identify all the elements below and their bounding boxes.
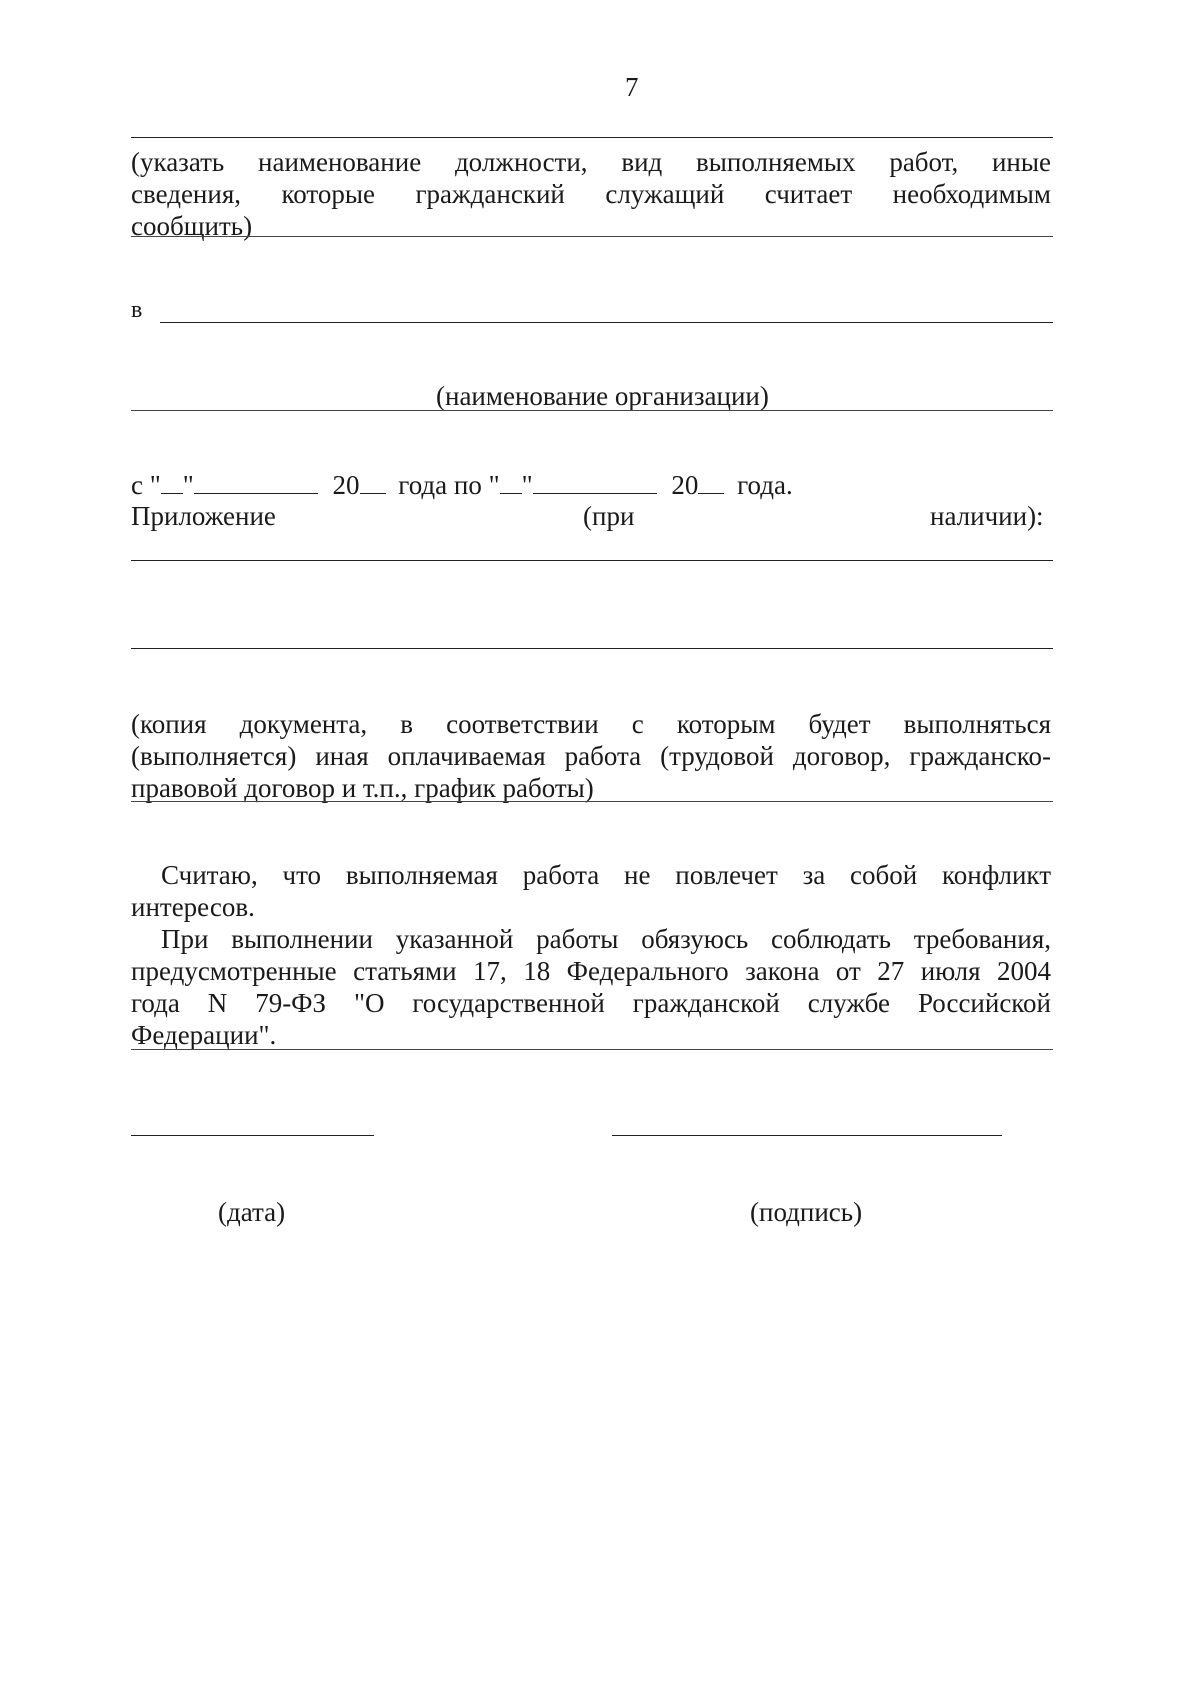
- org-caption: (наименование организации): [436, 381, 769, 411]
- from-day-field[interactable]: [161, 473, 183, 494]
- date-field-line[interactable]: [131, 1135, 374, 1136]
- period-to-prefix: года по ": [398, 470, 500, 500]
- statement-underline: [131, 1049, 1053, 1050]
- date-caption: (дата): [218, 1197, 286, 1227]
- position-caption-line-1: (указать наименование должности, вид выполняемых работ, иные: [131, 147, 1051, 177]
- position-caption-underline: [131, 236, 1053, 237]
- period-from-prefix: с ": [131, 470, 161, 500]
- organization-field-line[interactable]: [160, 322, 1053, 323]
- period-from-quote: ": [182, 470, 194, 500]
- org-prefix: в: [131, 297, 143, 323]
- attachment-field-line-2[interactable]: [131, 648, 1053, 649]
- page-number: 7: [625, 72, 639, 102]
- to-day-field[interactable]: [500, 473, 522, 494]
- statement-p2-line-2: предусмотренные статьями 17, 18 Федерального закона от 27 июля 2004: [131, 956, 1051, 986]
- position-caption: [131, 146, 1051, 242]
- org-caption-underline: [131, 410, 1053, 411]
- statement: [131, 859, 1051, 1051]
- period-to-year-prefix: 20: [671, 470, 699, 500]
- attachment-word-1: Приложение: [131, 501, 276, 531]
- from-month-field[interactable]: [194, 473, 318, 494]
- position-caption-line-3: сообщить): [131, 211, 253, 241]
- from-year-field[interactable]: [360, 473, 386, 494]
- copy-caption: [131, 708, 1051, 804]
- statement-p1-line-2: интересов.: [131, 892, 255, 922]
- copy-caption-line-1: (копия документа, в соответствии с которым будет выполняться: [131, 709, 1051, 739]
- statement-p2-line-4: Федерации".: [131, 1020, 277, 1050]
- signature-caption: (подпись): [750, 1197, 863, 1227]
- statement-p2-line-3: года N 79-ФЗ "О государственной гражданской службе Российской: [131, 988, 1051, 1018]
- attachment-field-line-1[interactable]: [131, 560, 1053, 561]
- signature-field-line[interactable]: [612, 1135, 1002, 1136]
- copy-caption-line-2: (выполняется) иная оплачиваемая работа (трудовой договор, гражданско-: [131, 741, 1051, 771]
- statement-p2-line-1: При выполнении указанной работы обязуюсь соблюдать требования,: [161, 924, 1051, 954]
- to-month-field[interactable]: [533, 473, 657, 494]
- period-from-year-prefix: 20: [332, 470, 360, 500]
- to-year-field[interactable]: [698, 473, 724, 494]
- attachment-word-2: (при: [583, 501, 635, 531]
- copy-caption-line-3: правовой договор и т.п., график работы): [131, 773, 594, 803]
- statement-p1-line-1: Считаю, что выполняемая работа не повлечет за собой конфликт: [161, 860, 1051, 890]
- period-end-suffix: года.: [737, 470, 793, 500]
- position-caption-line-2: сведения, которые гражданский служащий считает необходимым: [131, 179, 1051, 209]
- period-to-quote: ": [521, 470, 533, 500]
- position-field-line[interactable]: [131, 137, 1053, 138]
- attachment-word-3: наличии):: [930, 501, 1044, 531]
- period-row: [131, 472, 793, 499]
- copy-caption-underline: [131, 801, 1053, 802]
